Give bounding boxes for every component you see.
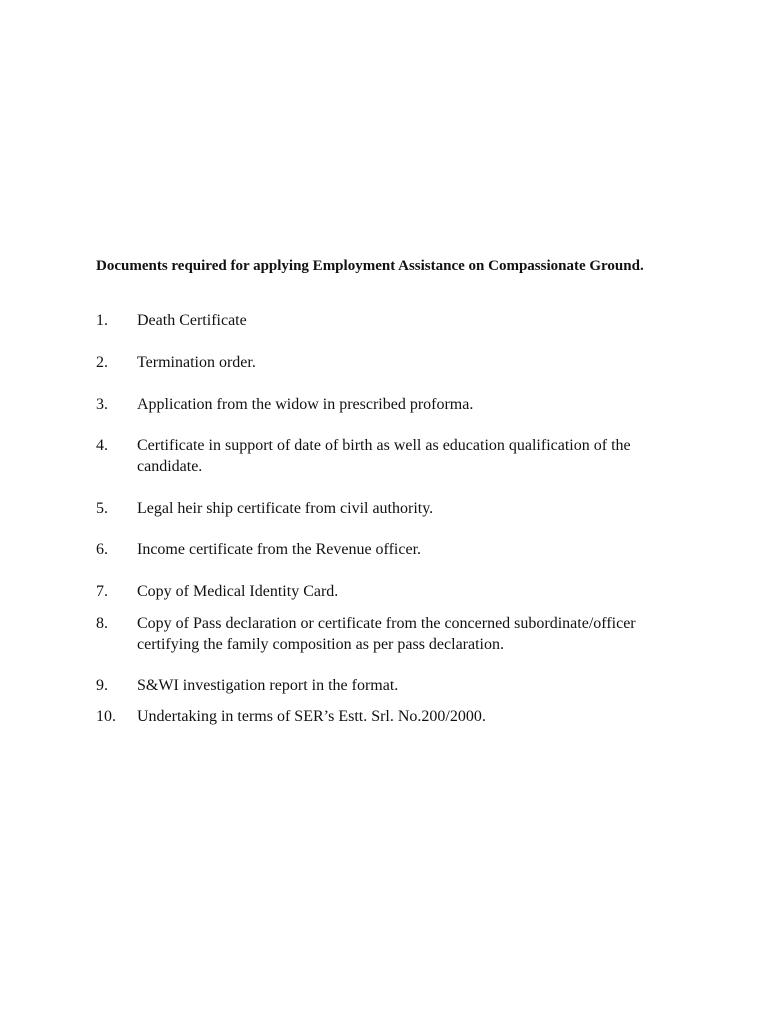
item-number: 7.: [96, 583, 108, 600]
list-item: [96, 613, 696, 655]
list-item: [96, 706, 696, 727]
list-item: [96, 394, 696, 415]
item-text: Certificate in support of date of birth as well as education qualification of the candidate.: [137, 437, 631, 475]
item-number: 2.: [96, 354, 108, 371]
item-text: Legal heir ship certificate from civil authority.: [137, 500, 434, 517]
item-text: Death Certificate: [137, 312, 247, 329]
item-number: 4.: [96, 437, 108, 454]
item-number: 9.: [96, 677, 108, 694]
item-text: Undertaking in terms of SER’s Estt. Srl. No.200/2000.: [137, 708, 486, 725]
list-item: [96, 435, 696, 477]
item-text: Application from the widow in prescribed proforma.: [137, 396, 474, 413]
item-number: 8.: [96, 615, 108, 632]
item-number: 6.: [96, 541, 108, 558]
item-number: 5.: [96, 500, 108, 517]
list-item: [96, 675, 696, 696]
item-number: 1.: [96, 312, 108, 329]
item-text: Termination order.: [137, 354, 256, 371]
item-number: 10.: [96, 708, 116, 725]
item-text: Copy of Pass declaration or certificate from the concerned subordinate/officer certifying the family composition as per pass declaration.: [137, 615, 636, 653]
list-item: [96, 352, 696, 373]
item-text: Income certificate from the Revenue officer.: [137, 541, 422, 558]
list-item: [96, 581, 696, 602]
list-item: [96, 498, 696, 519]
list-item: [96, 539, 696, 560]
document-title: Documents required for applying Employment Assistance on Compassionate Ground.: [96, 258, 644, 274]
item-text: S&WI investigation report in the format.: [137, 677, 399, 694]
item-text: Copy of Medical Identity Card.: [137, 583, 339, 600]
list-item: [96, 310, 696, 331]
item-number: 3.: [96, 396, 108, 413]
